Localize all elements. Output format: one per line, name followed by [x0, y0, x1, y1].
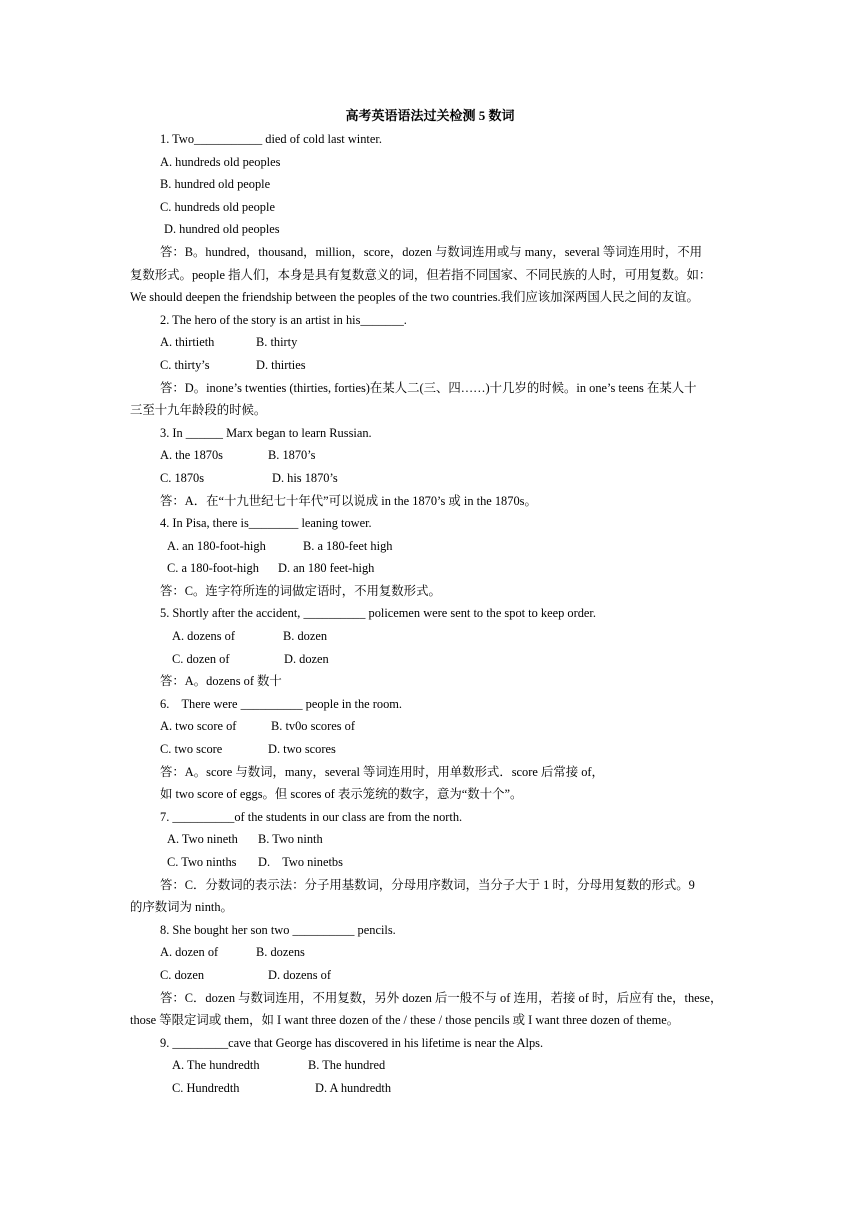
question-5-options-cd [130, 648, 730, 671]
question-2-answer-line-1: 答：D。inone’s twenties (thirties, forties)在某人二(三、四……)十几岁的时候。in one’s teens 在某人十 [160, 380, 697, 395]
question-3-options-ab [130, 444, 730, 467]
question-7-stem: 7. __________of the students in our class are from the north. [160, 809, 463, 824]
question-3-options-cd [130, 467, 730, 490]
question-5-option-d: D. dozen [284, 651, 329, 666]
question-6-options-ab [130, 715, 730, 738]
question-4-answer-line-1: 答：C。连字符所连的词做定语时，不用复数形式。 [160, 583, 441, 598]
question-5-stem: 5. Shortly after the accident, __________ policemen were sent to the spot to keep order. [160, 606, 596, 621]
question-2-option-c: C. thirty’s [160, 357, 210, 372]
question-5-option-c: C. dozen of [172, 651, 230, 666]
question-3-answer-line-1: 答：A．在“十九世纪七十年代”可以说成 in the 1870’s 或 in the 1870s。 [160, 493, 537, 508]
question-3-option-a: A. the 1870s [160, 448, 223, 463]
question-7-option-b: B. Two ninth [258, 832, 323, 847]
question-6-option-b: B. tv0o scores of [271, 719, 355, 734]
question-2-option-d: D. thirties [256, 357, 306, 372]
question-7-option-a: A. Two nineth [167, 832, 238, 847]
question-8-options-cd [130, 964, 730, 987]
question-7-option-d: D. Two ninetbs [258, 855, 343, 869]
question-6-answer-line-1: 答：A。score 与数词，many，several 等词连用时，用单数形式．score 后常接 of， [160, 764, 604, 779]
question-7-answer-line-1: 答：C．分数词的表示法：分子用基数词，分母用序数词，当分子大于 1 时，分母用复数的形式。9 [160, 877, 695, 892]
question-5-option-b: B. dozen [283, 629, 328, 644]
question-2-option-a: A. thirtieth [160, 335, 215, 350]
question-1-option-a: A. hundreds old peoples [160, 154, 281, 169]
question-7-options-ab [130, 828, 730, 851]
question-9-options-cd [130, 1077, 730, 1100]
question-3-stem: 3. In ______ Marx began to learn Russian. [160, 425, 372, 440]
page-title: 高考英语语法过关检测 5 数词 [345, 108, 515, 123]
question-3-option-c: C. 1870s [160, 470, 205, 485]
question-2-stem: 2. The hero of the story is an artist in his_______. [160, 312, 407, 327]
question-2-options-cd [130, 354, 730, 377]
question-4-option-c: C. a 180-foot-high [167, 561, 259, 576]
question-4-option-b: B. a 180-feet high [303, 538, 393, 553]
question-8-option-b: B. dozens [256, 945, 305, 960]
question-2-answer-line-2: 三至十九年龄段的时候。 [130, 403, 267, 418]
question-8-options-ab [130, 941, 730, 964]
question-6-answer-line-2: 如 two score of eggs。但 scores of 表示笼统的数字，意为“数十个”。 [160, 787, 523, 802]
question-4-option-d: D. an 180 feet-high [278, 561, 375, 576]
question-6-option-d: D. two scores [268, 742, 336, 757]
question-3-option-b: B. 1870’s [268, 448, 316, 463]
question-1-answer-line-3: We should deepen the friendship between the peoples of the two countries.我们应该加深两国人民之间的友谊。 [130, 290, 699, 305]
question-7-option-c: C. Two ninths [167, 855, 237, 869]
question-5-answer-line-1: 答：A。dozens of 数十 [160, 674, 282, 689]
question-9-option-b: B. The hundred [308, 1058, 386, 1073]
question-3-option-d: D. his 1870’s [272, 470, 338, 485]
question-9-option-c: C. Hundredth [172, 1080, 240, 1095]
question-6-option-c: C. two score [160, 742, 223, 757]
question-8-answer-line-1: 答：C．dozen 与数词连用，不用复数，另外 dozen 后一般不与 of 连用，若接 of 时，后应有 the，these， [160, 990, 723, 1005]
question-4-stem: 4. In Pisa, there is________ leaning tower. [160, 516, 372, 531]
question-1-answer-line-2: 复数形式。people 指人们，本身是具有复数意义的词，但若指不同国家、不同民族的人时，可用复数。如： [130, 267, 712, 282]
question-4-options-cd [130, 557, 730, 580]
question-2-options-ab [130, 331, 730, 354]
question-4-option-a: A. an 180-foot-high [167, 538, 266, 553]
question-7-answer-line-2: 的序数词为 ninth。 [130, 900, 233, 915]
question-7-options-cd [130, 851, 730, 874]
question-8-option-a: A. dozen of [160, 945, 219, 960]
question-8-stem: 8. She bought her son two __________ pencils. [160, 922, 396, 937]
document-body [130, 128, 730, 1100]
question-1-option-b: B. hundred old people [160, 177, 271, 192]
question-5-option-a: A. dozens of [172, 629, 235, 644]
question-9-options-ab [130, 1054, 730, 1077]
question-8-option-d: D. dozens of [268, 967, 331, 982]
question-2-option-b: B. thirty [256, 335, 298, 350]
question-1-option-c: C. hundreds old people [160, 199, 275, 214]
question-6-stem: 6. There were __________ people in the room. [160, 696, 403, 711]
question-6-option-a: A. two score of [160, 719, 237, 734]
question-1-stem: 1. Two___________ died of cold last winter. [160, 132, 382, 146]
question-9-stem: 9. _________cave that George has discovered in his lifetime is near the Alps. [160, 1035, 544, 1050]
question-1-answer-line-1: 答：B。hundred，thousand，million，score，dozen 与数词连用或与 many，several 等词连用时，不用 [160, 244, 703, 259]
question-1-option-d: D. hundred old peoples [164, 222, 280, 237]
question-6-options-cd [130, 738, 730, 761]
question-9-option-d: D. A hundredth [315, 1080, 392, 1095]
question-5-options-ab [130, 625, 730, 648]
question-9-option-a: A. The hundredth [172, 1058, 260, 1073]
question-8-option-c: C. dozen [160, 967, 205, 982]
question-4-options-ab [130, 535, 730, 558]
question-8-answer-line-2: those 等限定词或 them，如 I want three dozen of the / these / those pencils 或 I want three dozen of theme。 [130, 1013, 680, 1028]
